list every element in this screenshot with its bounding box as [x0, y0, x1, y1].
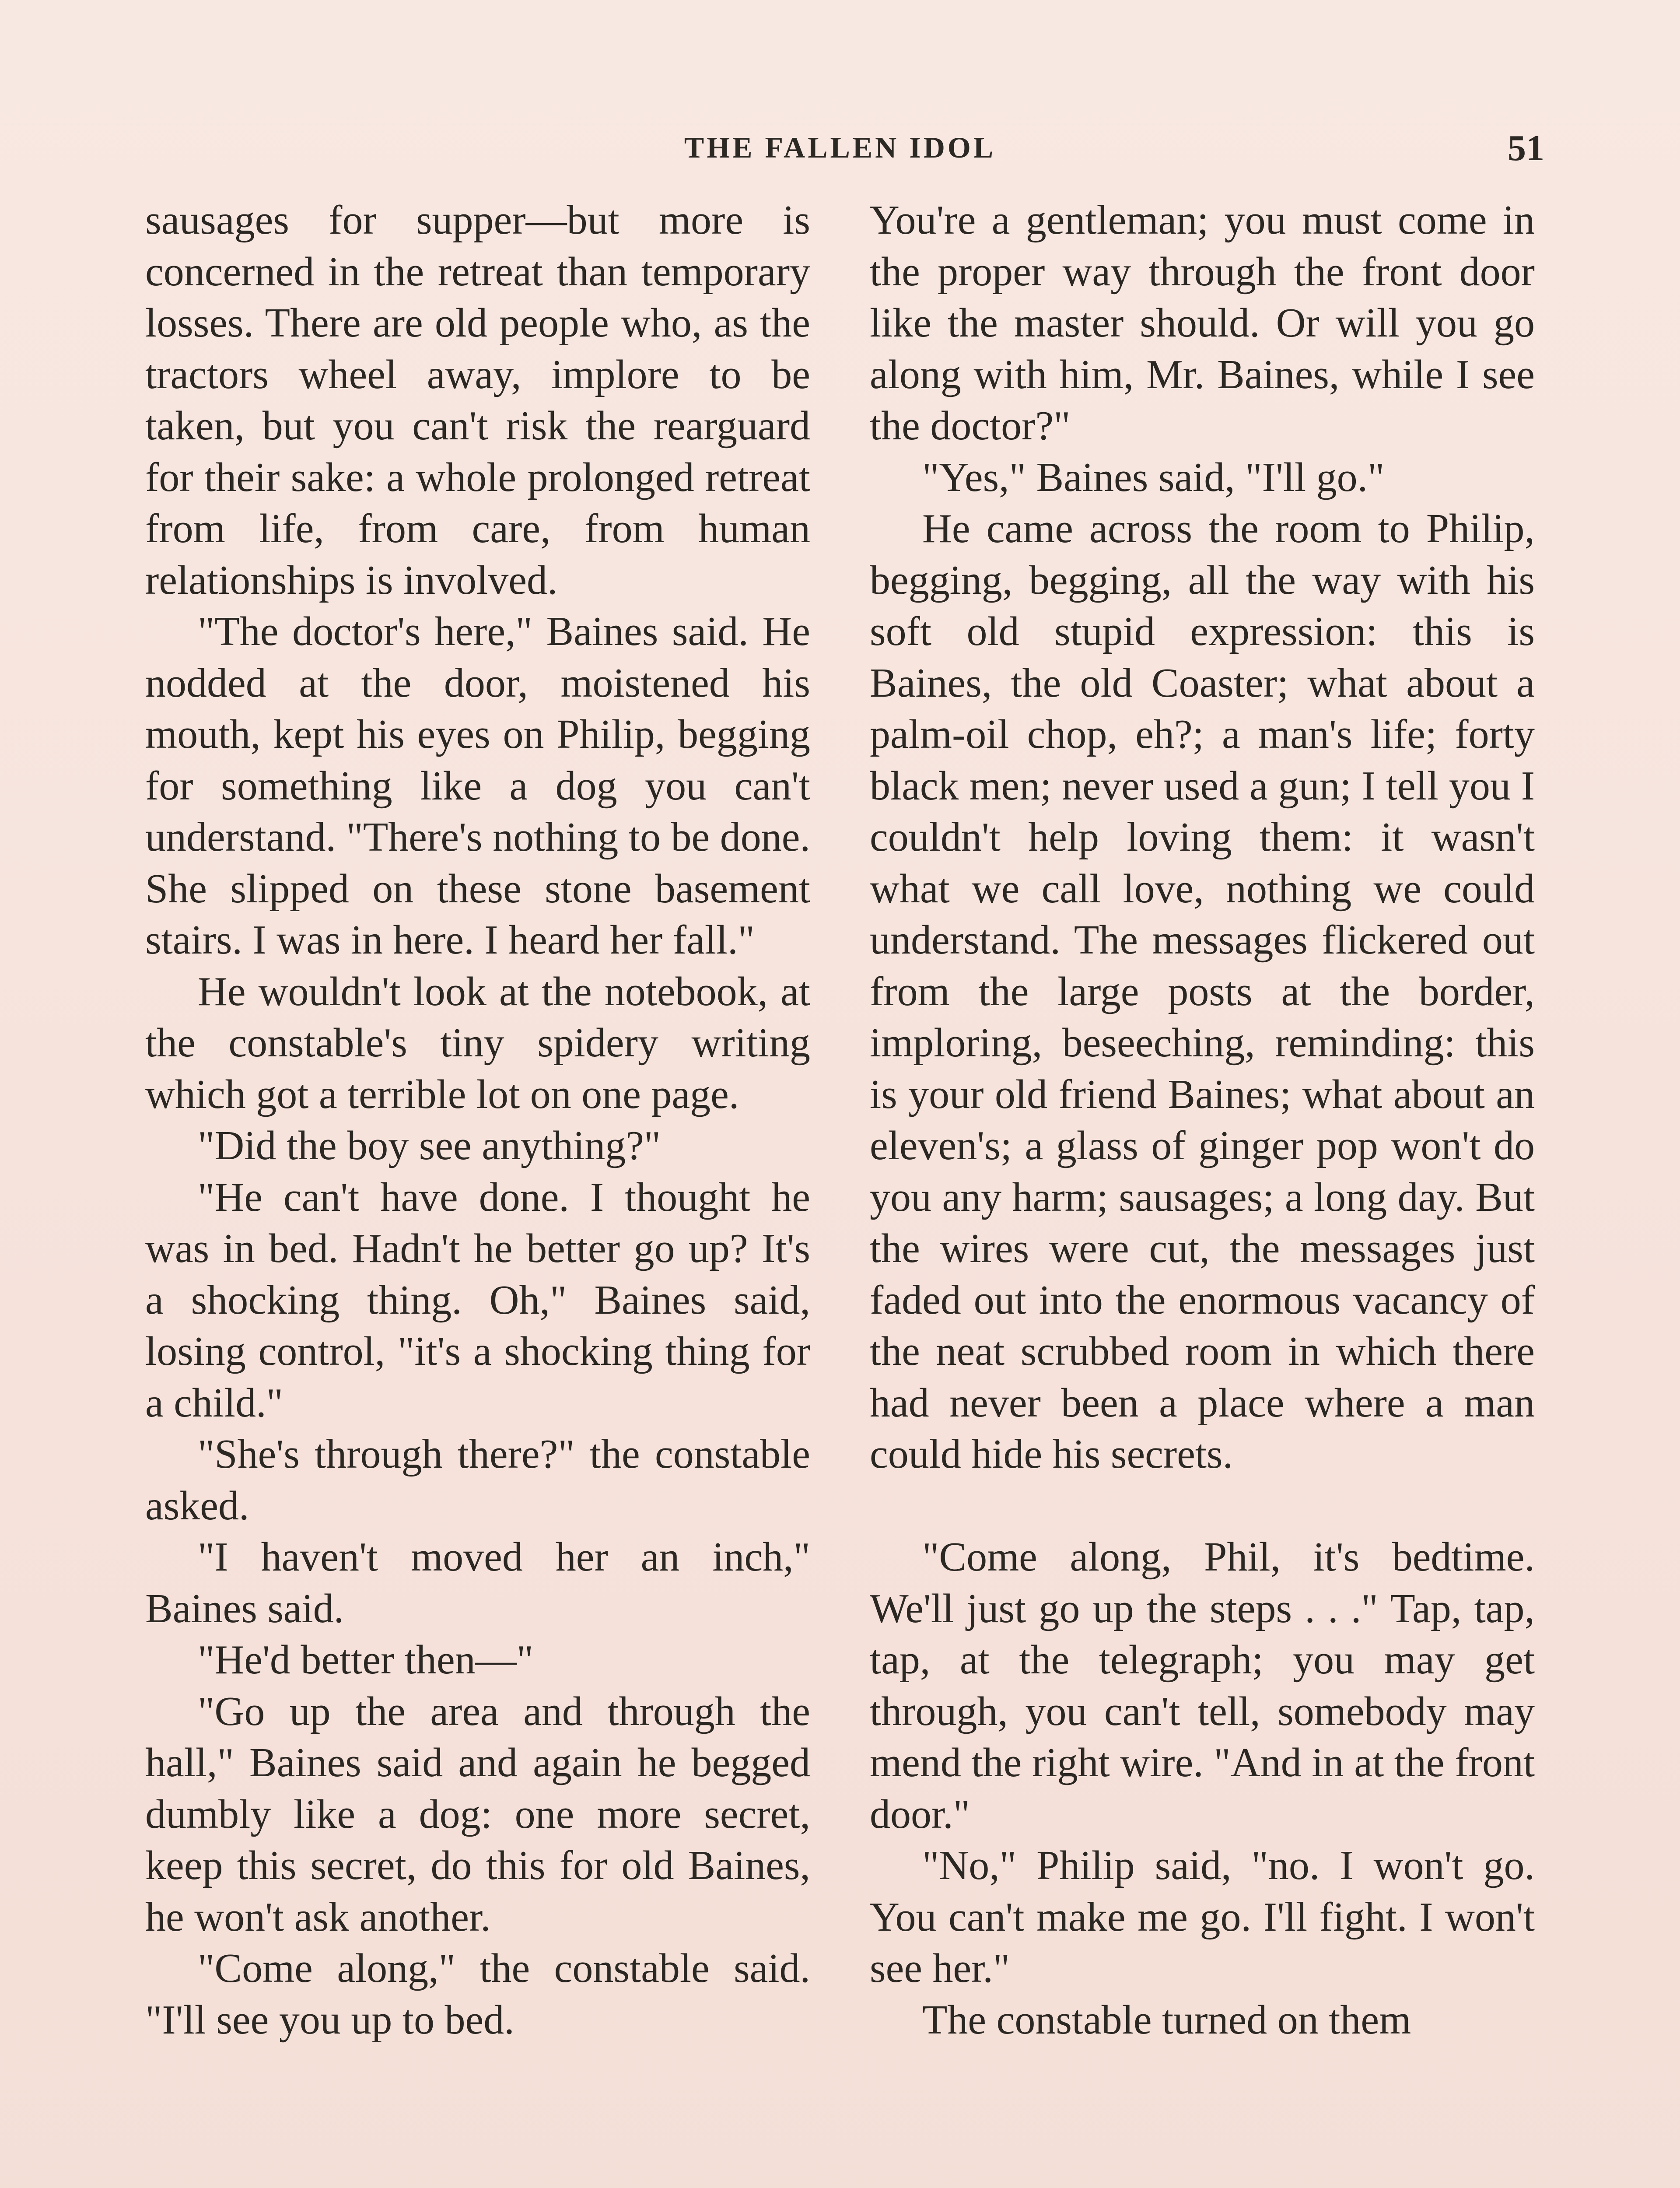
paragraph: He came across the room to Philip, begging, begging, all the way with his soft old stupid expression: this is Baines, the old Coaster; what about a palm-oil chop, eh?; a man's life; forty black men; never used a gun; I tell you I couldn't help loving them: it wasn't what we call love, nothing we could understand. The messages flickered out from the large posts at the border, imploring, beseeching, reminding: this is your old friend Baines; what about an eleven's; a glass of ginger pop won't do you any harm; sausages; a long day. But the wires were cut, the messages just faded out into the enormous vacancy of the neat scrubbed room in which there had never been a place where a man could hide his secrets.	[870, 506, 1535, 1477]
paragraph: "The doctor's here," Baines said. He nodded at the door, moistened his mouth, kept his eyes on Philip, begging for something like a dog you can't understand. "There's nothing to be done. She slipped on these stone basement stairs. I was in here. I heard her fall."	[145, 609, 810, 963]
paragraph: "Yes," Baines said, "I'll go."	[922, 454, 1385, 500]
left-column	[145, 195, 810, 2046]
running-title: THE FALLEN IDOL	[684, 131, 996, 164]
paragraph: You're a gentleman; you must come in the proper way through the front door like the master should. Or will you go along with him, Mr. Baines, while I see the doctor?"	[870, 197, 1535, 449]
paragraph: "Go up the area and through the hall," Baines said and again he begged dumbly like a dog: one more secret, keep this secret, do this for old Baines, he won't ask another.	[145, 1688, 810, 1940]
right-column	[870, 195, 1535, 2046]
paragraph: "Come along," the constable said. "I'll see you up to bed.	[145, 1946, 810, 2043]
paragraph: "He can't have done. I thought he was in bed. Hadn't he better go up? It's a shocking thing. Oh," Baines said, losing control, "it's a shocking thing for a child."	[145, 1174, 810, 1426]
page-number: 51	[1508, 128, 1544, 168]
running-head	[144, 128, 1544, 179]
paragraph: "Come along, Phil, it's bedtime. We'll just go up the steps . . ." Tap, tap, tap, at the telegraph; you may get through, you can't tell, somebody may mend the right wire. "And in at the front door."	[870, 1534, 1535, 1837]
paragraph: "I haven't moved her an inch," Baines said.	[145, 1534, 810, 1631]
paragraph: "Did the boy see anything?"	[198, 1123, 661, 1168]
paragraph: "No," Philip said, "no. I won't go. You can't make me go. I'll fight. I won't see her."	[870, 1843, 1535, 1991]
paragraph: The constable turned on them	[922, 1997, 1411, 2043]
paragraph: sausages for supper—but more is concerned in the retreat than temporary losses. There are old people who, as the tractors wheel away, implore to be taken, but you can't risk the rearguard for their sake: a whole prolonged retreat from life, from care, from human relationships is involved.	[145, 197, 810, 603]
paragraph: "He'd better then—"	[198, 1637, 534, 1683]
paragraph: He wouldn't look at the notebook, at the constable's tiny spidery writing which got a terrible lot on one page.	[145, 968, 810, 1117]
paragraph: "She's through there?" the constable asked.	[145, 1431, 810, 1529]
